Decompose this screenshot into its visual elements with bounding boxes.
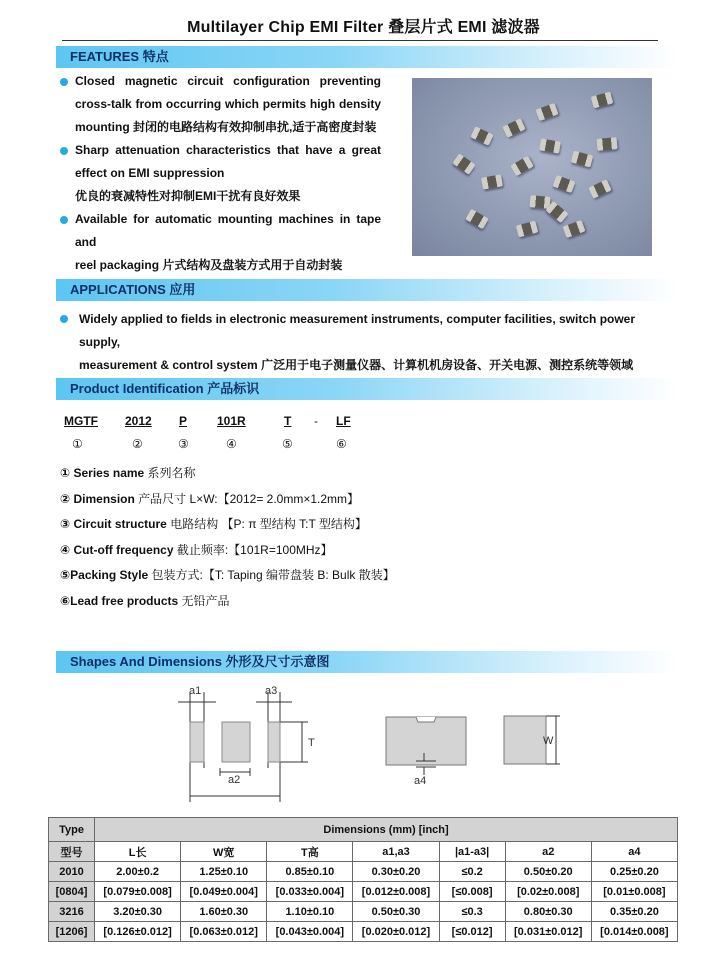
chip-image bbox=[597, 137, 618, 151]
feature-3-line-1: Available for automatic mounting machines in tape and bbox=[75, 212, 381, 249]
cell-a4-inch: [0.01±0.008] bbox=[591, 882, 677, 902]
marker-1: ① bbox=[72, 437, 83, 451]
label-T: T bbox=[308, 737, 315, 749]
side-notch bbox=[416, 717, 436, 722]
code-leadfree: LF bbox=[336, 414, 351, 428]
label-W: W bbox=[543, 735, 554, 747]
code-packing: T bbox=[284, 414, 292, 428]
applications-banner: APPLICATIONS 应用 bbox=[56, 279, 678, 301]
cell-W-inch: [0.049±0.004] bbox=[181, 882, 267, 902]
cell-a1a3: 0.30±0.20 bbox=[353, 862, 439, 882]
feature-item-3 bbox=[75, 208, 381, 277]
cell-L: 3.20±0.30 bbox=[95, 902, 181, 922]
top-view-drawing bbox=[160, 680, 330, 810]
end-view-drawing bbox=[500, 708, 570, 773]
chip-image bbox=[452, 153, 475, 174]
marker-5: ⑤ bbox=[282, 437, 293, 451]
chip-image bbox=[516, 221, 538, 238]
label-a4: a4 bbox=[414, 775, 427, 787]
applications-line-2: measurement & control system 广泛用于电子测量仪器、计算机机房设备、开关电源、测控系统等领域 bbox=[79, 358, 634, 372]
side-body bbox=[386, 717, 466, 765]
col-header-a2: a2 bbox=[505, 842, 591, 862]
table-row bbox=[49, 862, 678, 882]
cell-L-inch: [0.126±0.012] bbox=[95, 922, 181, 942]
chip-image bbox=[510, 156, 533, 176]
row-type: 3216 bbox=[49, 902, 95, 922]
cell-a1-a3: ≤0.3 bbox=[439, 902, 505, 922]
col-header-W: W宽 bbox=[181, 842, 267, 862]
row-type: 2010 bbox=[49, 862, 95, 882]
feature-item-1 bbox=[75, 70, 381, 139]
chip-image bbox=[553, 175, 576, 193]
chip-image bbox=[571, 151, 593, 168]
table-row bbox=[49, 882, 678, 902]
col-header-T: T高 bbox=[267, 842, 353, 862]
features-banner: FEATURES 特点 bbox=[56, 46, 678, 68]
chip-image bbox=[481, 174, 503, 189]
cell-W-inch: [0.063±0.012] bbox=[181, 922, 267, 942]
cell-T: 1.10±0.10 bbox=[267, 902, 353, 922]
cell-L: 2.00±0.2 bbox=[95, 862, 181, 882]
cell-T: 0.85±0.10 bbox=[267, 862, 353, 882]
feature-2-line-3: 优良的衰减特性对抑制EMI干扰有良好效果 bbox=[75, 189, 301, 203]
cell-a4: 0.25±0.20 bbox=[591, 862, 677, 882]
cell-a1a3-inch: [0.020±0.012] bbox=[353, 922, 439, 942]
code-circuit: P bbox=[179, 414, 188, 428]
dimensions-header: Dimensions (mm) [inch] bbox=[95, 818, 678, 842]
chip-image bbox=[536, 103, 559, 121]
col-header-L: L长 bbox=[95, 842, 181, 862]
code-series: MGTF bbox=[64, 414, 98, 428]
end-body bbox=[504, 716, 546, 764]
cell-a4-inch: [0.014±0.008] bbox=[591, 922, 677, 942]
cell-a4: 0.35±0.20 bbox=[591, 902, 677, 922]
label-a1: a1 bbox=[189, 685, 202, 697]
chip-image bbox=[470, 126, 493, 145]
dimensions-table bbox=[48, 817, 678, 942]
feature-3-line-2: reel packaging 片式结构及盘装方式用于自动封装 bbox=[75, 258, 343, 272]
id-line-4: ④ Cut-off frequency 截止频率:【101R=100MHz】 bbox=[60, 543, 333, 557]
chip-product-photo bbox=[412, 78, 652, 256]
chip-image bbox=[539, 138, 561, 153]
marker-6: ⑥ bbox=[336, 437, 347, 451]
electrode-left bbox=[190, 722, 204, 762]
marker-3: ③ bbox=[178, 437, 189, 451]
electrode-right bbox=[268, 722, 280, 762]
chip-image bbox=[465, 209, 488, 229]
id-line-6: ⑥Lead free products 无铅产品 bbox=[60, 594, 230, 608]
code-cutoff: 101R bbox=[217, 414, 246, 428]
chip-image bbox=[502, 118, 525, 137]
feature-bullet-3 bbox=[60, 216, 68, 224]
cell-T-inch: [0.033±0.004] bbox=[267, 882, 353, 902]
label-a3: a3 bbox=[265, 685, 278, 697]
feature-1-line-3: mounting 封闭的电路结构有效抑制串扰,适于高密度封装 bbox=[75, 120, 377, 134]
id-line-3: ③ Circuit structure 电路结构 【P: π 型结构 T:T 型结构】 bbox=[60, 517, 367, 531]
title-divider bbox=[62, 40, 658, 41]
cell-a2-inch: [0.02±0.008] bbox=[505, 882, 591, 902]
shapes-banner: Shapes And Dimensions 外形及尺寸示意图 bbox=[56, 651, 678, 673]
row-type-inch: [1206] bbox=[49, 922, 95, 942]
cell-a2-inch: [0.031±0.012] bbox=[505, 922, 591, 942]
cell-a2: 0.50±0.20 bbox=[505, 862, 591, 882]
code-dash: - bbox=[314, 414, 318, 428]
cell-a1-a3: ≤0.2 bbox=[439, 862, 505, 882]
marker-2: ② bbox=[132, 437, 143, 451]
cell-a1-a3-inch: [≤0.008] bbox=[439, 882, 505, 902]
feature-1-line-1: Closed magnetic circuit configuration preventing bbox=[75, 74, 381, 88]
feature-item-2 bbox=[75, 139, 381, 208]
id-line-1: ① Series name 系列名称 bbox=[60, 466, 196, 480]
code-dimension: 2012 bbox=[125, 414, 152, 428]
cell-W: 1.25±0.10 bbox=[181, 862, 267, 882]
cell-a2: 0.80±0.30 bbox=[505, 902, 591, 922]
feature-2-line-1: Sharp attenuation characteristics that have a great bbox=[75, 143, 381, 157]
cell-a1-a3-inch: [≤0.012] bbox=[439, 922, 505, 942]
product-id-banner: Product Identification 产品标识 bbox=[56, 378, 678, 400]
feature-bullet-2 bbox=[60, 147, 68, 155]
marker-4: ④ bbox=[226, 437, 237, 451]
col-header-a1a3: a1,a3 bbox=[353, 842, 439, 862]
cell-a1a3-inch: [0.012±0.008] bbox=[353, 882, 439, 902]
page-title: Multilayer Chip EMI Filter 叠层片式 EMI 滤波器 bbox=[187, 19, 540, 36]
chip-image bbox=[563, 220, 586, 238]
feature-1-line-2: cross-talk from occurring which permits high density bbox=[75, 97, 381, 111]
feature-2-line-2: effect on EMI suppression bbox=[75, 166, 225, 180]
applications-line-1: Widely applied to fields in electronic measurement instruments, computer facilities, switch power supply, bbox=[79, 312, 636, 349]
table-row bbox=[49, 902, 678, 922]
chip-image bbox=[588, 179, 611, 198]
feature-bullet-1 bbox=[60, 78, 68, 86]
chip-image bbox=[591, 92, 613, 109]
id-line-2: ② Dimension 产品尺寸 L×W:【2012= 2.0mm×1.2mm】 bbox=[60, 492, 360, 506]
electrode-center bbox=[222, 722, 250, 762]
applications-text bbox=[79, 308, 669, 377]
col-header-a1-a3: |a1-a3| bbox=[439, 842, 505, 862]
table-row bbox=[49, 922, 678, 942]
col-header-a4: a4 bbox=[591, 842, 677, 862]
side-view-drawing bbox=[380, 705, 480, 790]
cell-T-inch: [0.043±0.004] bbox=[267, 922, 353, 942]
type-header-cn: 型号 bbox=[49, 842, 95, 862]
cell-a1a3: 0.50±0.30 bbox=[353, 902, 439, 922]
chip-image bbox=[545, 201, 568, 223]
label-a2: a2 bbox=[228, 774, 241, 786]
type-header: Type bbox=[49, 818, 95, 842]
cell-L-inch: [0.079±0.008] bbox=[95, 882, 181, 902]
cell-W: 1.60±0.30 bbox=[181, 902, 267, 922]
row-type-inch: [0804] bbox=[49, 882, 95, 902]
id-line-5: ⑤Packing Style 包装方式:【T: Taping 编带盘装 B: Bulk 散装】 bbox=[60, 568, 395, 582]
application-bullet bbox=[60, 315, 68, 323]
